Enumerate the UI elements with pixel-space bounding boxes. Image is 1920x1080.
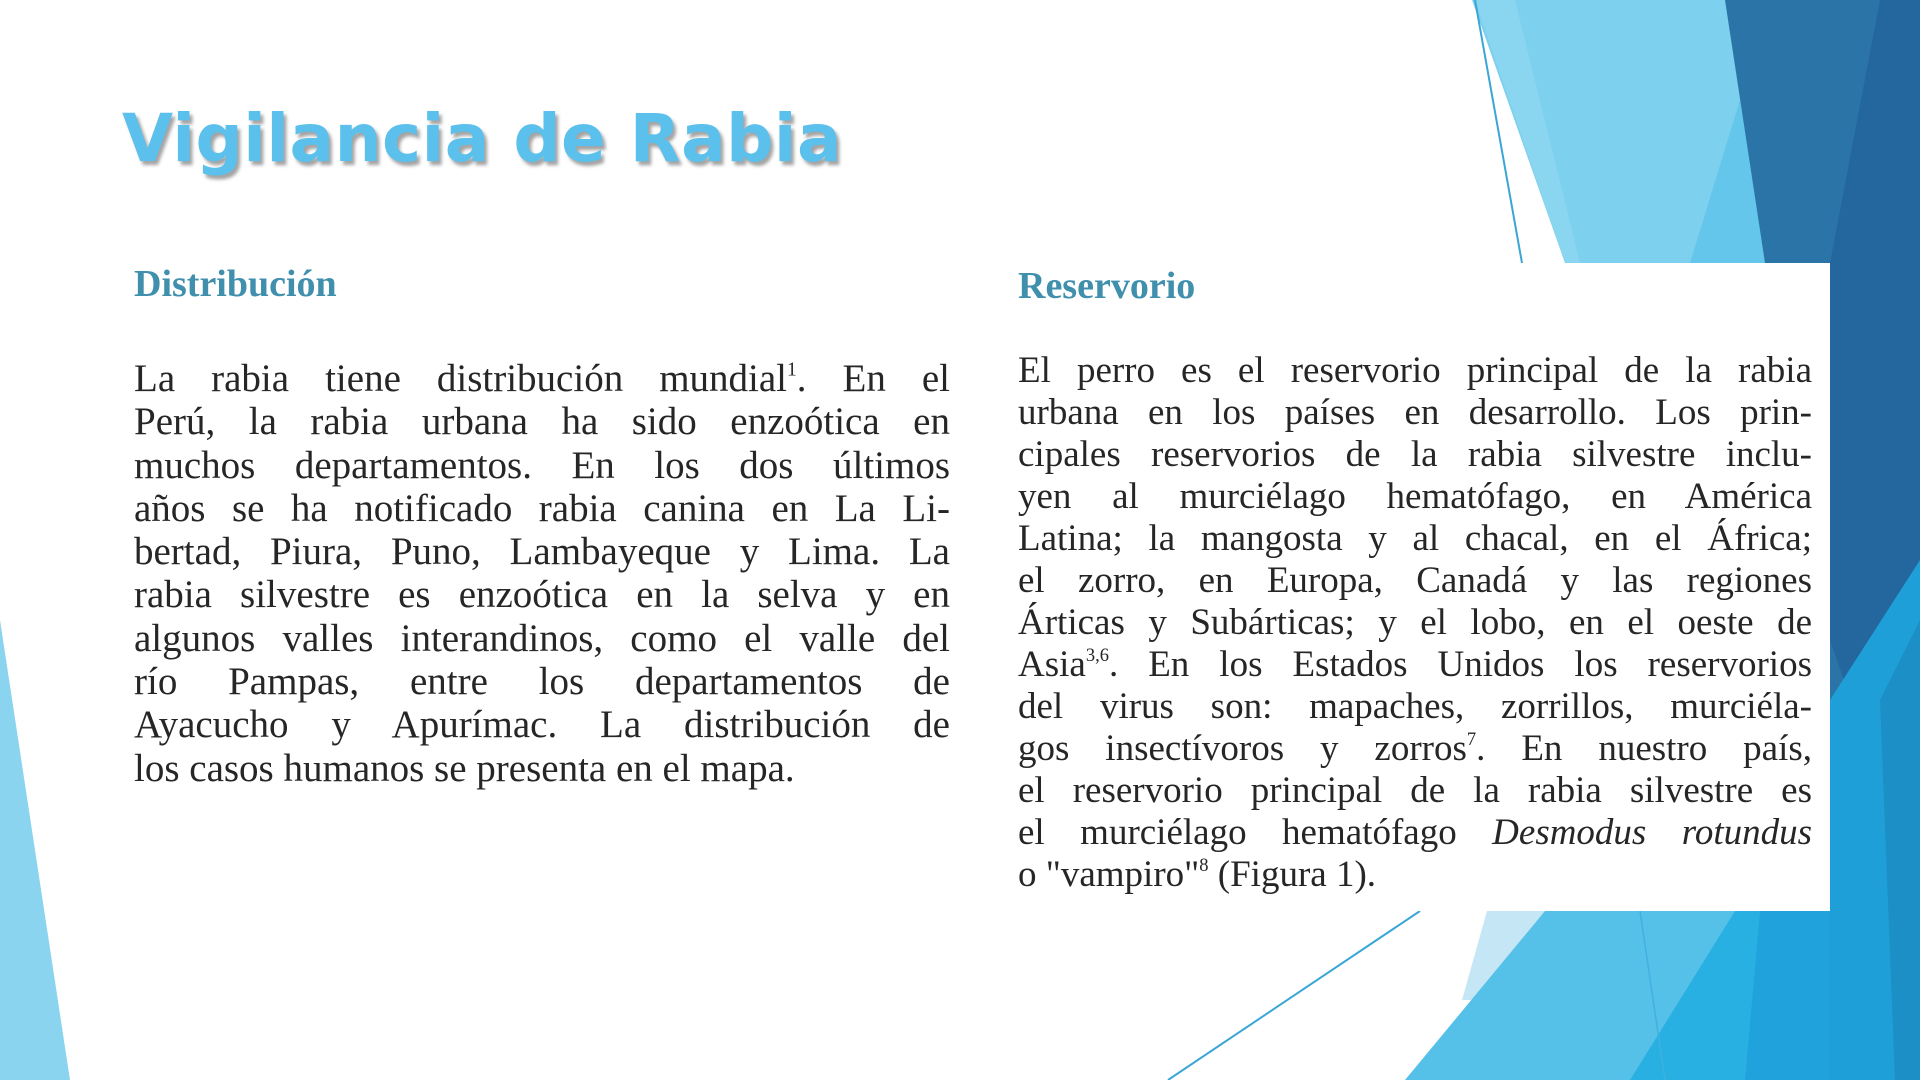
text-line: el reservorio principal de la rabia silvestre es bbox=[1018, 770, 1812, 811]
left-blue-wedge bbox=[0, 620, 70, 1080]
text-line: río Pampas, entre los departamentos de bbox=[134, 660, 950, 704]
text-line: Perú, la rabia urbana ha sido enzoótica en bbox=[134, 400, 950, 444]
footnote-ref: 1 bbox=[787, 359, 797, 381]
distribucion-body bbox=[134, 357, 950, 790]
text-line: Ayacucho y Apurímac. La distribución de bbox=[134, 703, 950, 747]
slide-title: Vigilancia de Rabia bbox=[122, 100, 843, 177]
text-line: bertad, Piura, Puno, Lambayeque y Lima. La bbox=[134, 530, 950, 574]
text-line: urbana en los países en desarrollo. Los prin- bbox=[1018, 392, 1812, 433]
text-line: del virus son: mapaches, zorrillos, murciéla- bbox=[1018, 686, 1812, 727]
footnote-ref: 3,6 bbox=[1085, 646, 1109, 667]
text-line: La rabia tiene distribución mundial$^1$. En el bbox=[134, 357, 951, 400]
text-line: Latina; la mangosta y al chacal, en el África; bbox=[1018, 518, 1812, 559]
text-line: Asia$^{3,6}$. En los Estados Unidos los reservorios bbox=[1018, 644, 1812, 685]
text-line: rabia silvestre es enzoótica en la selva y en bbox=[134, 573, 950, 617]
text-line: yen al murciélago hematófago, en América bbox=[1018, 476, 1812, 517]
reservorio-heading: Reservorio bbox=[1018, 265, 1196, 307]
footnote-ref: 8 bbox=[1199, 856, 1209, 877]
text-line: El perro es el reservorio principal de la rabia bbox=[1018, 350, 1812, 391]
text-line: o "vampiro"$^8$ (Figura 1). bbox=[1018, 854, 1377, 895]
text-line: muchos departamentos. En los dos últimos bbox=[134, 443, 950, 487]
text-line: Árticas y Subárticas; y el lobo, en el oeste de bbox=[1018, 602, 1812, 643]
footnote-ref: 7 bbox=[1466, 730, 1477, 751]
text-line: años se ha notificado rabia canina en La Li- bbox=[134, 486, 950, 530]
reservorio-body bbox=[1018, 350, 1812, 896]
species-name: Desmodus rotundus bbox=[1492, 812, 1812, 853]
text-line: los casos humanos se presenta en el mapa. bbox=[134, 746, 795, 790]
text-line: el zorro, en Europa, Canadá y las regiones bbox=[1018, 560, 1812, 601]
distribucion-heading: Distribución bbox=[134, 263, 337, 305]
text-line: el murciélago hematófago Desmodus rotundus bbox=[1018, 812, 1812, 853]
text-line: algunos valles interandinos, como el valle del bbox=[134, 616, 950, 660]
bottom-thin-line bbox=[1168, 911, 1420, 1080]
text-line: gos insectívoros y zorros$^7$. En nuestro país, bbox=[1018, 728, 1813, 769]
text-line: cipales reservorios de la rabia silvestre inclu- bbox=[1018, 434, 1812, 475]
